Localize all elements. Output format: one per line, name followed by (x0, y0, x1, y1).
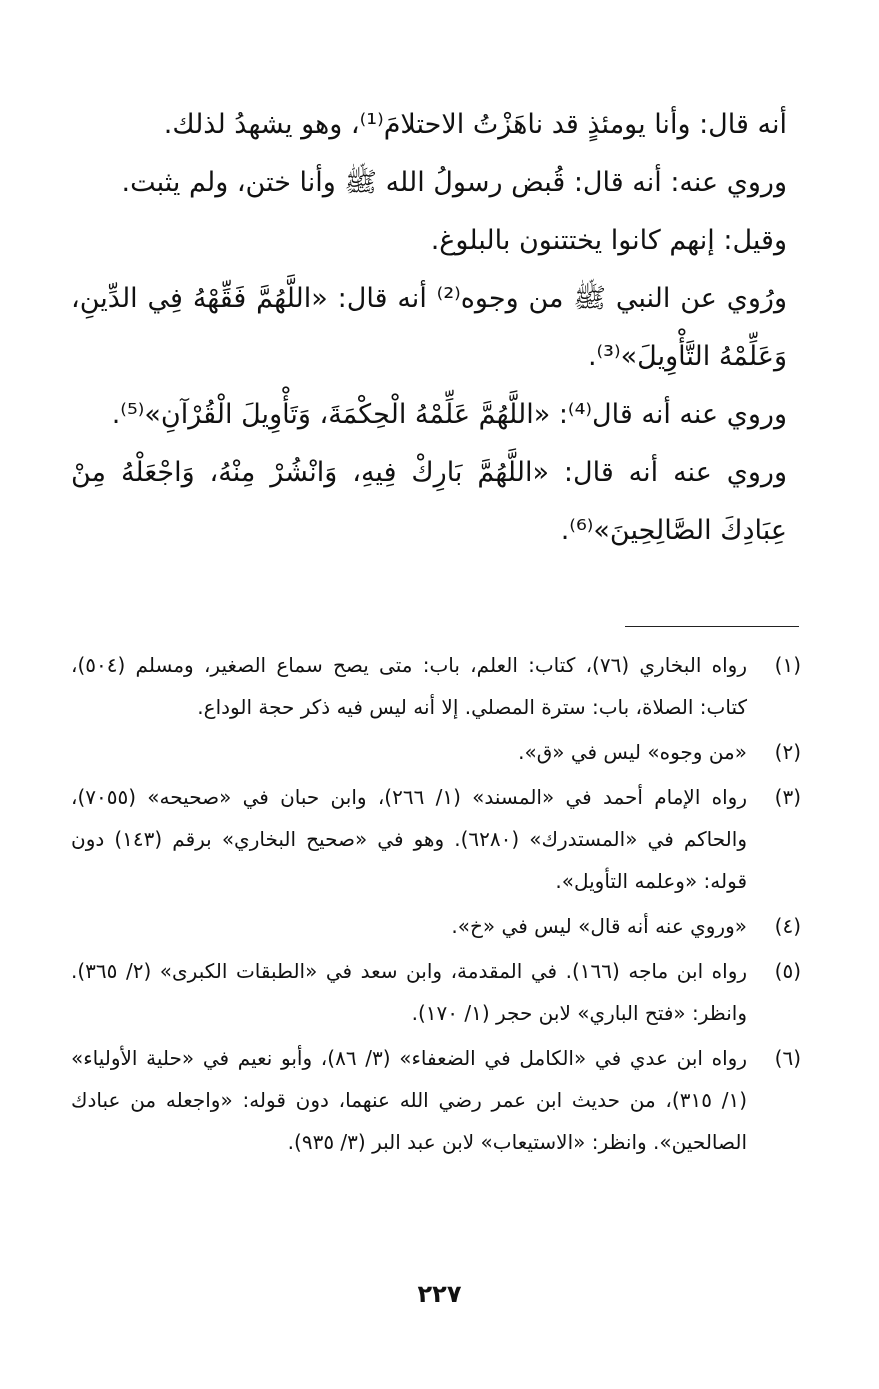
page-number: ٢٢٧ (417, 1280, 462, 1308)
footnote-3 (71, 776, 801, 902)
footnote-text: رواه الإمام أحمد في «المسند» (١/ ٢٦٦)، وابن حبان في «صحيحه» (٧٠٥٥)، والحاكم في «المستدرك» (٦٢٨٠). وهو في «صحيح البخاري» برقم (١٤٣) دون قوله: «وعلمه التأويل». (71, 785, 747, 893)
paragraph-2: وروي عنه: أنه قال: قُبض رسولُ الله ﷺ وأنا ختن، ولم يثبت. (121, 167, 787, 198)
footnote-separator (625, 626, 799, 627)
paragraph-4: ورُوي عن النبي ﷺ من وجوه⁽²⁾ أنه قال: «اللَّهُمَّ فَقِّهْهُ فِي الدِّينِ، وَعَلِّمْهُ التَّأْوِيلَ»⁽³⁾. (71, 283, 787, 372)
footnote-text: رواه ابن عدي في «الكامل في الضعفاء» (٣/ ٨٦)، وأبو نعيم في «حلية الأولياء» (١/ ٣١٥)، من حديث ابن عمر رضي الله عنهما، دون قوله: «واجعله من عبادك الصالحين». وانظر: «الاستيعاب» لابن عبد البر (٣/ ٩٣٥). (71, 1046, 747, 1154)
footnotes-section (71, 644, 801, 1166)
paragraph-3: وقيل: إنهم كانوا يختتنون بالبلوغ. (430, 225, 787, 256)
footnote-4 (71, 905, 801, 947)
footnote-text: رواه البخاري (٧٦)، كتاب: العلم، باب: متى يصح سماع الصغير، ومسلم (٥٠٤)، كتاب: الصلاة، باب: سترة المصلي. إلا أنه ليس فيه ذكر حجة الوداع. (71, 653, 748, 719)
footnote-number: (٥) (774, 959, 801, 983)
footnote-number: (٤) (774, 914, 801, 938)
footnote-2 (71, 731, 801, 773)
footnote-number: (٣) (774, 785, 801, 809)
paragraph-5: وروي عنه أنه قال⁽⁴⁾: «اللَّهُمَّ عَلِّمْهُ الْحِكْمَةَ، وَتَأْوِيلَ الْقُرْآنِ»⁽⁵⁾. (111, 399, 787, 430)
footnote-1 (71, 644, 801, 728)
paragraph-1: أنه قال: وأنا يومئذٍ قد ناهَزْتُ الاحتلامَ⁽¹⁾، وهو يشهدُ لذلك. (163, 109, 787, 140)
footnote-text: «من وجوه» ليس في «ق». (518, 740, 747, 764)
footnote-6 (71, 1037, 801, 1163)
footnote-number: (١) (774, 653, 801, 677)
paragraph-6: وروي عنه أنه قال: «اللَّهُمَّ بَارِكْ فِيهِ، وَانْشُرْ مِنْهُ، وَاجْعَلْهُ مِنْ عِبَادِكَ الصَّالِحِينَ»⁽⁶⁾. (71, 457, 787, 546)
footnote-text: رواه ابن ماجه (١٦٦). في المقدمة، وابن سعد في «الطبقات الكبرى» (٢/ ٣٦٥). وانظر: «فتح الباري» لابن حجر (١/ ١٧٠). (71, 959, 748, 1025)
footnote-5 (71, 950, 801, 1034)
footnote-number: (٦) (774, 1046, 801, 1070)
main-text-body (71, 96, 787, 560)
footnote-text: «وروي عنه أنه قال» ليس في «خ». (451, 914, 747, 938)
footnote-number: (٢) (774, 740, 801, 764)
